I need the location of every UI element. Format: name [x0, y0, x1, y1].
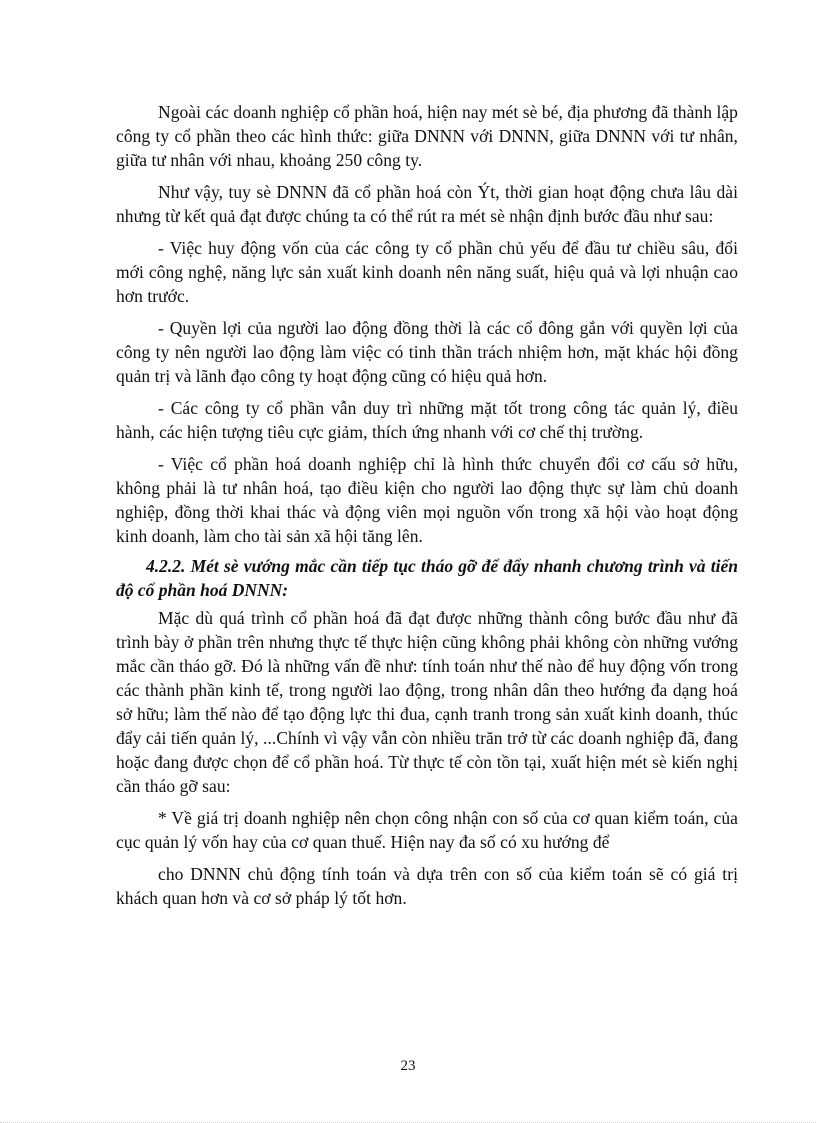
paragraph-obstacles: Mặc dù quá trình cổ phần hoá đã đạt được những thành công bước đầu như đã trình bày ở phần trên nhưng thực tế thực hiện cũng không phải không còn những vướng mắc cần tháo gỡ. Đó là những vấn đề như: tính toán như thế nào để huy động vốn trong các thành phần kinh tế, trong người lao động, trong nhân dân theo hướng đa dạng hoá sở hữu; làm thế nào để tạo động lực thi đua, cạnh tranh trong sản xuất kinh doanh, thúc đẩy cải tiến quản lý, ...Chính vì vậy vẫn còn nhiều trăn trở từ các doanh nghiệp đã, đang hoặc đang được chọn để cổ phần hoá. Từ thực tế còn tồn tại, xuất hiện mét sè kiến nghị cần tháo gỡ sau: [116, 608, 738, 796]
paragraph-intro: Ngoài các doanh nghiệp cổ phần hoá, hiện nay mét sè bé, địa phương đã thành lập công ty cổ phần theo các hình thức: giữa DNNN với DNNN, giữa DNNN với tư nhân, giữa tư nhân với nhau, khoảng 250 công ty. [116, 102, 738, 170]
paragraph-point-capital: - Việc huy động vốn của các công ty cổ phần chủ yếu để đầu tư chiều sâu, đổi mới công nghệ, năng lực sản xuất kinh doanh nên năng suất, hiệu quả và lợi nhuận cao hơn trước. [116, 238, 738, 306]
paragraph-point-ownership: - Việc cổ phần hoá doanh nghiệp chỉ là hình thức chuyển đổi cơ cấu sở hữu, không phải là tư nhân hoá, tạo điều kiện cho người lao động thực sự làm chủ doanh nghiệp, đồng thời khai thác và động viên mọi nguồn vốn trong xã hội vào hoạt động kinh doanh, làm cho tài sản xã hội tăng lên. [116, 454, 738, 546]
paragraph-valuation-continued: cho DNNN chủ động tính toán và dựa trên con số của kiểm toán sẽ có giá trị khách quan hơn và cơ sở pháp lý tốt hơn. [116, 864, 738, 908]
paragraph-point-management: - Các công ty cổ phần vẫn duy trì những mặt tốt trong công tác quản lý, điều hành, các hiện tượng tiêu cực giảm, thích ứng nhanh với cơ chế thị trường. [116, 398, 738, 442]
paragraph-valuation: * Về giá trị doanh nghiệp nên chọn công nhận con số của cơ quan kiểm toán, của cục quản lý vốn hay của cơ quan thuế. Hiện nay đa số có xu hướng để [116, 808, 738, 852]
section-heading: 4.2.2. Mét sè vướng mắc cần tiếp tục tháo gỡ để đẩy nhanh chương trình và tiến độ cổ phần hoá DNNN: [116, 556, 738, 600]
paragraph-point-workers: - Quyền lợi của người lao động đồng thời là các cổ đông gắn với quyền lợi của công ty nên người lao động làm việc có tinh thần trách nhiệm hơn, mặt khác hội đồng quản trị và lãnh đạo công ty hoạt động cũng có hiệu quả hơn. [116, 318, 738, 386]
page-body [116, 100, 738, 918]
page-number: 23 [400, 1058, 416, 1074]
paragraph-assessment: Như vậy, tuy sè DNNN đã cổ phần hoá còn Ýt, thời gian hoạt động chưa lâu dài nhưng từ kết quả đạt được chúng ta có thể rút ra mét sè nhận định bước đầu như sau: [116, 182, 738, 226]
